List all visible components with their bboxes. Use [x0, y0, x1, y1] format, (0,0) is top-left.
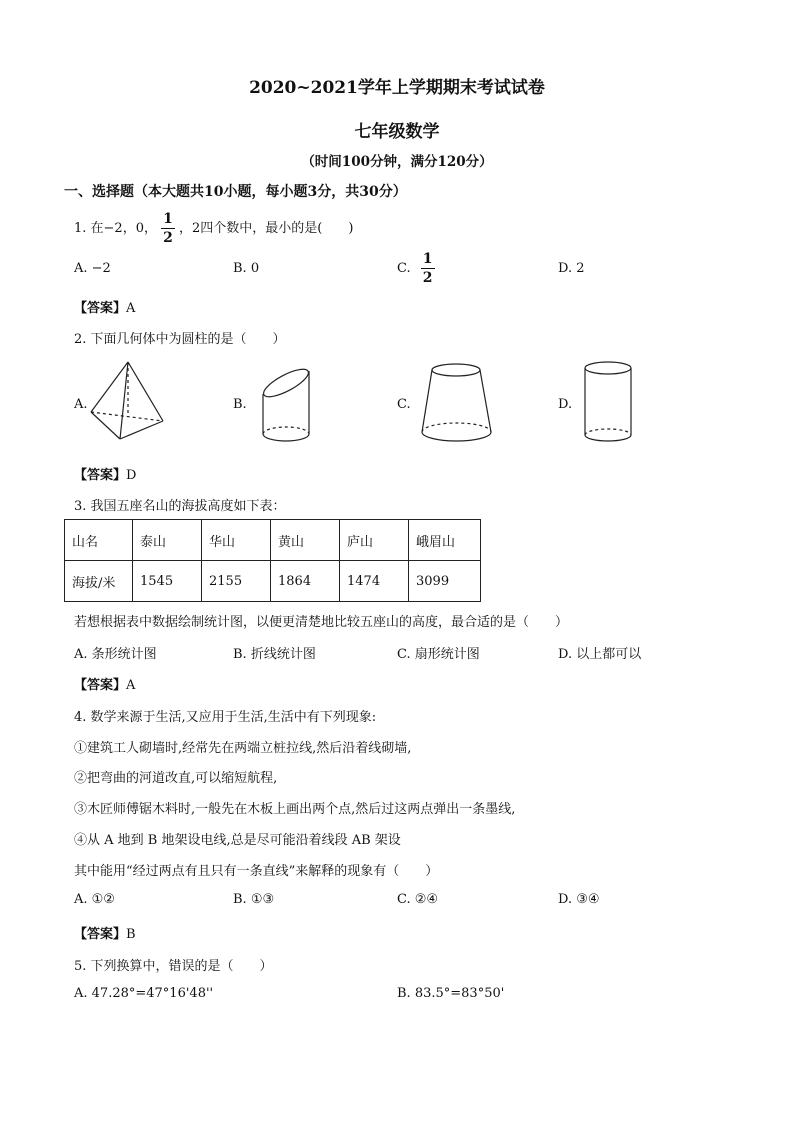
- question-2-stem: 2. 下面几何体中为圆柱的是（ ）: [74, 332, 286, 347]
- answer-value: A: [126, 678, 136, 693]
- q2-option-b: B.: [233, 397, 247, 412]
- table-cell: 1474: [340, 561, 409, 602]
- q4-option-c: C. ②④: [397, 892, 439, 907]
- answer-tag: 【答案】: [74, 678, 127, 693]
- q2-option-c: C.: [397, 397, 411, 412]
- q4-item: ④从 A 地到 B 地架设电线,总是尽可能沿着线段 AB 架设: [74, 833, 401, 848]
- q2-option-a: A.: [74, 397, 88, 412]
- q4-option-a: A. ①②: [74, 892, 115, 907]
- q1-option-b: B. 0: [233, 261, 260, 276]
- table-cell: 海拔/米: [65, 561, 133, 602]
- table-cell: 泰山: [133, 520, 202, 561]
- answer-tag: 【答案】: [74, 927, 127, 942]
- question-5-stem: 5. 下列换算中，错误的是（ ）: [74, 959, 273, 974]
- q1-stem-post: ，2四个数中，最小的是( ): [179, 221, 354, 236]
- table-cell: 华山: [202, 520, 271, 561]
- answer-value: A: [126, 301, 136, 316]
- q1-option-d: D. 2: [558, 261, 585, 276]
- pyramid-figure: [85, 358, 175, 448]
- q1-option-a: A. −2: [74, 261, 111, 276]
- q3-option-a: A. 条形统计图: [74, 647, 157, 662]
- q1-stem-pre: 1. 在−2，0，: [74, 221, 157, 236]
- q4-item: ②把弯曲的河道改直,可以缩短航程,: [74, 771, 278, 786]
- mountain-table: [64, 519, 481, 602]
- fraction-denominator: 2: [163, 230, 173, 246]
- cylinder-figure: [580, 358, 640, 448]
- q1-option-c-label: C.: [397, 261, 411, 276]
- frustum-figure: [418, 358, 498, 448]
- question-1-stem: [74, 212, 353, 245]
- section-heading: 一、选择题（本大题共10小题，每小题3分，共30分）: [64, 184, 407, 200]
- q3-answer: [74, 674, 135, 693]
- table-cell: 庐山: [340, 520, 409, 561]
- q4-item: ①建筑工人砌墙时,经常先在两端立桩拉线,然后沿着线砌墙,: [74, 741, 412, 756]
- slanted-cylinder-figure: [255, 356, 325, 448]
- table-cell: 1864: [271, 561, 340, 602]
- subject-title: 七年级数学: [354, 122, 440, 142]
- q4-option-d: D. ③④: [558, 892, 600, 907]
- table-cell: 2155: [202, 561, 271, 602]
- answer-value: D: [126, 468, 137, 483]
- fraction-denominator: 2: [422, 270, 433, 286]
- q5-option-a: A. 47.28°=47°16'48'': [74, 986, 214, 1001]
- q3-option-c: C. 扇形统计图: [397, 647, 480, 662]
- q2-option-d: D.: [558, 397, 573, 412]
- q1-option-c: [397, 252, 435, 285]
- exam-time-note: （时间100分钟，满分120分）: [301, 154, 493, 170]
- q4-item: ③木匠师傅锯木料时,一般先在木板上画出两个点,然后过这两点弹出一条墨线,: [74, 802, 516, 817]
- answer-tag: 【答案】: [74, 468, 127, 483]
- question-4-stem: 4. 数学来源于生活,又应用于生活,生活中有下列现象:: [74, 710, 377, 725]
- q4-answer: [74, 923, 136, 942]
- q1-option-c-fraction: [421, 252, 435, 285]
- q3-option-b: B. 折线统计图: [233, 647, 316, 662]
- answer-tag: 【答案】: [74, 301, 127, 316]
- table-cell: 峨眉山: [409, 520, 481, 561]
- q2-answer: [74, 464, 136, 483]
- table-row: [65, 561, 481, 602]
- q5-option-b: B. 83.5°=83°50': [397, 986, 505, 1001]
- fraction-numerator: 1: [163, 211, 173, 227]
- q4-prompt: 其中能用“经过两点有且只有一条直线”来解释的现象有（ ）: [74, 864, 439, 879]
- exam-title: 2020~2021学年上学期期末考试试卷: [249, 78, 545, 98]
- question-3-stem: 3. 我国五座名山的海拔高度如下表：: [74, 499, 286, 514]
- q4-option-b: B. ①③: [233, 892, 275, 907]
- q3-prompt: 若想根据表中数据绘制统计图，以便更清楚地比较五座山的高度，最合适的是（ ）: [74, 615, 569, 630]
- table-header-row: [65, 520, 481, 561]
- table-cell: 1545: [133, 561, 202, 602]
- fraction-numerator: 1: [422, 251, 433, 267]
- q3-option-d: D. 以上都可以: [558, 647, 642, 662]
- q1-answer: [74, 297, 135, 316]
- answer-value: B: [126, 927, 136, 942]
- table-cell: 山名: [65, 520, 133, 561]
- q1-stem-fraction: [161, 212, 175, 245]
- table-cell: 黄山: [271, 520, 340, 561]
- table-cell: 3099: [409, 561, 481, 602]
